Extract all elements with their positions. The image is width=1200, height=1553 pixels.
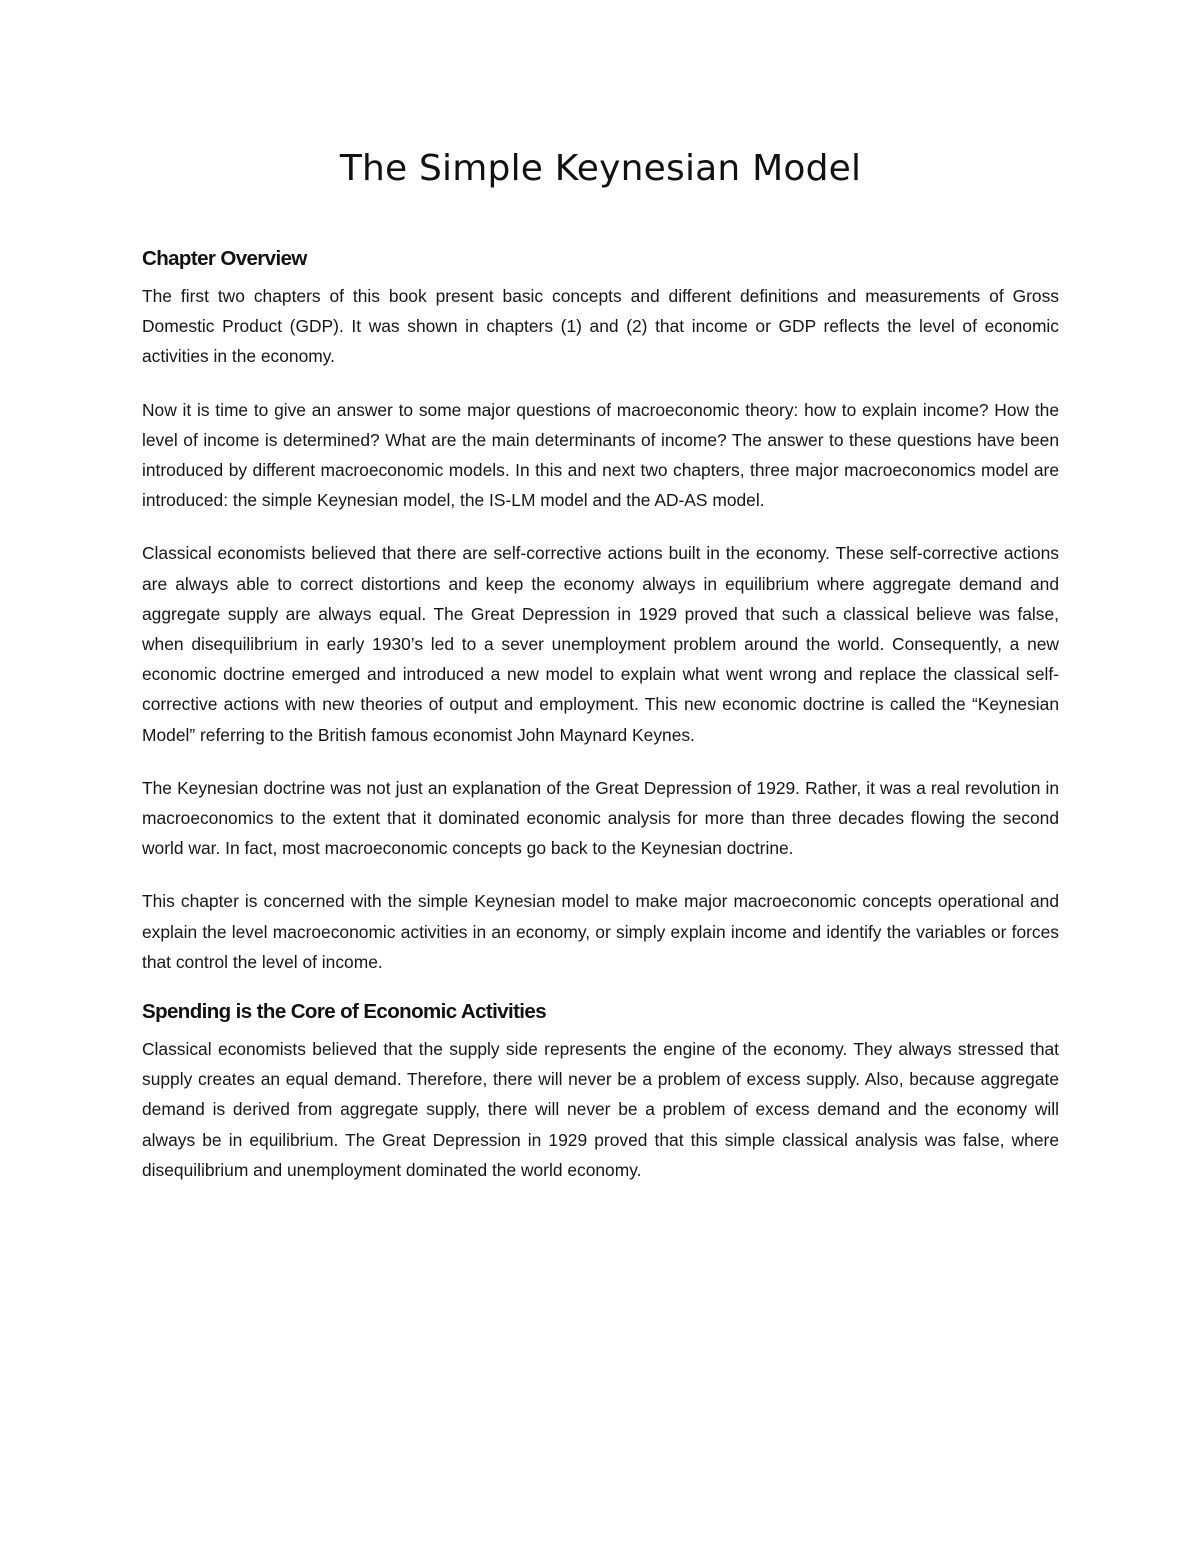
page-title: The Simple Keynesian Model	[339, 148, 862, 189]
paragraph: The first two chapters of this book present basic concepts and different definitions and measurements of Gross Domestic Product (GDP). It was shown in chapters (1) and (2) that income or GDP reflects the level of economic activities in the economy.	[142, 286, 1059, 367]
paragraph: The Keynesian doctrine was not just an explanation of the Great Depression of 1929. Rather, it was a real revolution in macroeconomics to the extent that it dominated economic analysis for more than three decades flowing the second world war. In fact, most macroeconomic concepts go back to the Keynesian doctrine.	[142, 777, 1059, 859]
paragraph: This chapter is concerned with the simple Keynesian model to make major macroeconomic concepts operational and explain the level macroeconomic activities in an economy, or simply explain income and identify the variables or forces that control the level of income.	[142, 891, 1059, 972]
section-heading-chapter-overview: Chapter Overview	[142, 247, 307, 270]
section-heading-spending: Spending is the Core of Economic Activities	[142, 1000, 547, 1024]
document-content	[142, 148, 1059, 1208]
paragraph: Now it is time to give an answer to some major questions of macroeconomic theory: how to explain income? How the level of income is determined? What are the main determinants of income? The answer to these questions have been introduced by different macroeconomic models. In this and next two chapters, three major macroeconomics model are introduced: the simple Keynesian model, the IS-LM model and the AD-AS model.	[142, 399, 1059, 511]
paragraph: Classical economists believed that the supply side represents the engine of the economy. They always stressed that supply creates an equal demand. Therefore, there will never be a problem of excess supply. Also, because aggregate demand is derived from aggregate supply, there will never be a problem of excess demand and the economy will always be in equilibrium. The Great Depression in 1929 proved that this simple classical analysis was false, where disequilibrium and unemployment dominated the world economy.	[142, 1039, 1059, 1180]
paragraph: Classical economists believed that there are self-corrective actions built in the economy. These self-corrective actions are always able to correct distortions and keep the economy always in equilibrium where aggregate demand and aggregate supply are always equal. The Great Depression in 1929 proved that such a classical believe was false, when disequilibrium in early 1930’s led to a sever unemployment problem around the world. Consequently, a new economic doctrine emerged and introduced a new model to explain what went wrong and replace the classical self-corrective actions with new theories of output and employment. This new economic doctrine is called the “Keynesian Model” referring to the British famous economist John Maynard Keynes.	[142, 543, 1059, 745]
